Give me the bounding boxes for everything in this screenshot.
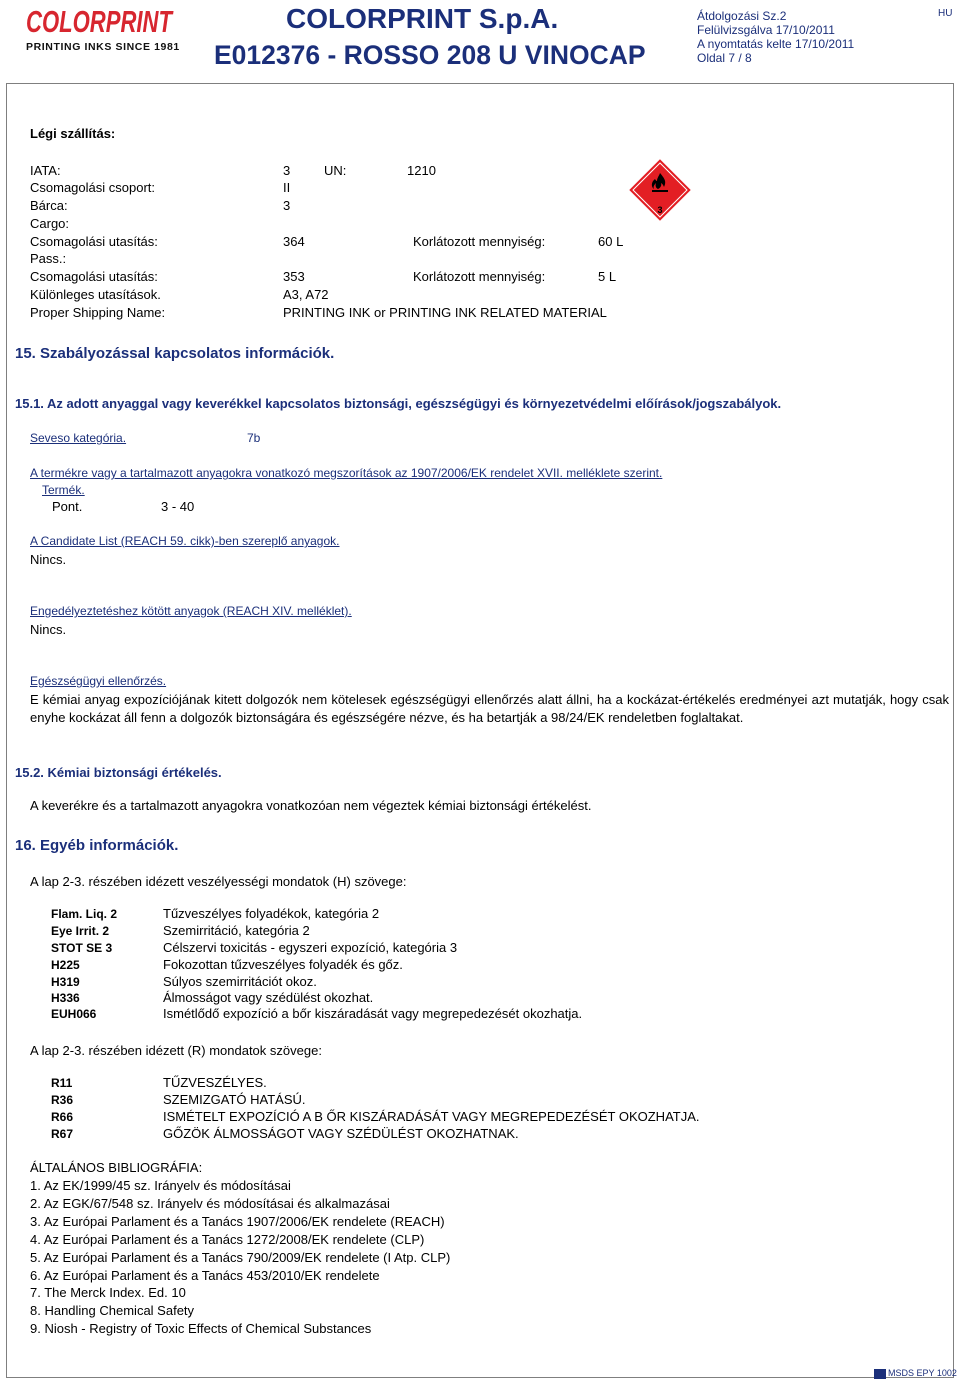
cargo-instruction-label: Csomagolási utasítás: — [30, 234, 158, 249]
packing-group-value: II — [283, 180, 291, 195]
seveso-label: Seveso kategória. — [30, 431, 127, 445]
colorprint-logo — [26, 4, 175, 39]
air-transport-title: Légi szállítás: — [30, 126, 116, 141]
proper-shipping-name-value: PRINTING INK or PRINTING INK RELATED MATERIAL — [283, 305, 607, 320]
section-16-title: 16. Egyéb információk. — [15, 837, 179, 854]
page-number: Oldal 7 / 8 — [697, 51, 752, 65]
authorisation-title: Engedélyeztetéshez kötött anyagok (REACH XIV. melléklet). — [30, 604, 352, 618]
revision-number: Átdolgozási Sz.2 — [697, 9, 787, 23]
hazard-class-digit: 3 — [657, 205, 663, 215]
special-instructions-label: Különleges utasítások. — [30, 287, 161, 302]
logo-tagline: PRINTING INKS SINCE 1981 — [26, 41, 180, 53]
proper-shipping-name-label: Proper Shipping Name: — [30, 305, 166, 320]
h-code: H319 — [51, 975, 80, 989]
r-code: R66 — [51, 1110, 74, 1124]
bibliography-item: 2. Az EGK/67/548 sz. Irányelv és módosításai és alkalmazásai — [30, 1196, 390, 1211]
un-value: 1210 — [407, 163, 436, 178]
section-15-2-text: A keverékre és a tartalmazott anyagokra vonatkozóan nem végeztek kémiai biztonsági értékelést. — [30, 798, 592, 813]
point-value: 3 - 40 — [161, 499, 195, 514]
h-statements-intro: A lap 2-3. részében idézett veszélyességi mondatok (H) szövege: — [30, 874, 407, 889]
r-code: R36 — [51, 1093, 74, 1107]
r-text: TŰZVESZÉLYES. — [163, 1075, 267, 1090]
svg-text:COLORPRINT: COLORPRINT — [26, 4, 175, 39]
h-text: Álmosságot vagy szédülést okozhat. — [163, 990, 374, 1005]
bibliography-item: 9. Niosh - Registry of Toxic Effects of Chemical Substances — [30, 1321, 372, 1336]
h-code: STOT SE 3 — [51, 941, 113, 955]
bibliography-item: 8. Handling Chemical Safety — [30, 1303, 195, 1318]
r-phrases-intro: A lap 2-3. részében idézett (R) mondatok szövege: — [30, 1043, 322, 1058]
special-instructions-value: A3, A72 — [283, 287, 329, 302]
section-15-1-title: 15.1. Az adott anyaggal vagy keverékkel kapcsolatos biztonsági, egészségügyi és környezetvédelmi előírások/jogszabályok. — [15, 396, 782, 411]
restrictions-title: A termékre vagy a tartalmazott anyagokra vonatkozó megszorítások az 1907/2006/EK rendelet XVII. melléklete szerint. — [30, 466, 663, 480]
iata-label: IATA: — [30, 163, 61, 178]
bibliography-item: 7. The Merck Index. Ed. 10 — [30, 1285, 186, 1300]
flammable-hazard-diamond-icon — [629, 159, 691, 221]
r-text: ISMÉTELT EXPOZÍCIÓ A B ŐR KISZÁRADÁSÁT VAGY MEGREPEDEZÉSÉT OKOZHATJA. — [163, 1109, 700, 1124]
review-date: Felülvizsgálva 17/10/2011 — [697, 23, 835, 37]
label-value: 3 — [283, 198, 291, 213]
h-code: H225 — [51, 958, 80, 972]
section-15-title: 15. Szabályozással kapcsolatos információk. — [15, 345, 335, 362]
bibliography-item: 4. Az Európai Parlament és a Tanács 1272/2008/EK rendelete (CLP) — [30, 1232, 425, 1247]
bibliography-item: 1. Az EK/1999/45 sz. Irányelv és módosításai — [30, 1178, 291, 1193]
footer-document-code: MSDS EPY 1002 — [888, 1368, 957, 1378]
bibliography-item: 5. Az Európai Parlament és a Tanács 790/2009/EK rendelete (I Atp. CLP) — [30, 1250, 451, 1265]
cargo-label: Cargo: — [30, 216, 70, 231]
cargo-limited-value: 60 L — [598, 234, 624, 249]
pass-limited-label: Korlátozott mennyiség: — [413, 269, 546, 284]
bibliography-item: 6. Az Európai Parlament és a Tanács 453/2010/EK rendelete — [30, 1268, 380, 1283]
iata-value: 3 — [283, 163, 291, 178]
pass-limited-value: 5 L — [598, 269, 617, 284]
h-code: Flam. Liq. 2 — [51, 907, 118, 921]
candidate-list-title: A Candidate List (REACH 59. cikk)-ben szereplő anyagok. — [30, 534, 340, 548]
h-text: Ismétlődő expozíció a bőr kiszáradását vagy megrepedezését okozhatja. — [163, 1006, 583, 1021]
r-code: R67 — [51, 1127, 74, 1141]
r-text: SZEMIZGATÓ HATÁSÚ. — [163, 1092, 306, 1107]
h-code: Eye Irrit. 2 — [51, 924, 110, 938]
language-code: HU — [938, 8, 953, 19]
company-name: COLORPRINT S.p.A. — [286, 3, 559, 34]
r-code: R11 — [51, 1076, 73, 1090]
pass-instruction-value: 353 — [283, 269, 305, 284]
r-text: GŐZÖK ÁLMOSSÁGOT VAGY SZÉDÜLÉST OKOZHATNAK. — [163, 1126, 519, 1141]
cargo-limited-label: Korlátozott mennyiség: — [413, 234, 546, 249]
pass-label: Pass.: — [30, 251, 67, 266]
section-15-2-title: 15.2. Kémiai biztonsági értékelés. — [15, 765, 222, 780]
print-date: A nyomtatás kelte 17/10/2011 — [697, 37, 855, 51]
un-label: UN: — [324, 163, 347, 178]
point-label: Pont. — [52, 499, 83, 514]
health-surveillance-title: Egészségügyi ellenőrzés. — [30, 674, 167, 688]
product-label: Termék. — [42, 483, 85, 497]
bibliography-title: ÁLTALÁNOS BIBLIOGRÁFIA: — [30, 1160, 203, 1175]
h-text: Célszervi toxicitás - egyszeri expozíció, kategória 3 — [163, 940, 458, 955]
candidate-list-value: Nincs. — [30, 552, 67, 567]
h-code: H336 — [51, 991, 80, 1005]
pass-instruction-label: Csomagolási utasítás: — [30, 269, 158, 284]
h-text: Tűzveszélyes folyadékok, kategória 2 — [163, 906, 380, 921]
seveso-value: 7b — [247, 431, 261, 445]
label-label: Bárca: — [30, 198, 68, 213]
authorisation-value: Nincs. — [30, 622, 67, 637]
h-text: Fokozottan tűzveszélyes folyadék és gőz. — [163, 957, 403, 972]
product-name: E012376 - ROSSO 208 U VINOCAP — [214, 40, 646, 70]
packing-group-label: Csomagolási csoport: — [30, 180, 155, 195]
msds-logo-icon — [874, 1369, 886, 1379]
health-surveillance-text: E kémiai anyag expozíciójának kitett dolgozók nem kötelesek egészségügyi ellenőrzés alatt állni, ha a kockázat-értékelés eredményei azt mutatják, hogy csak enyhe kockázat áll fenn a dolgozók biztonságára és egészségére nézve, és ha betartják a 98/24/EK rendeletben foglaltakat. — [30, 692, 949, 725]
bibliography-item: 3. Az Európai Parlament és a Tanács 1907/2006/EK rendelete (REACH) — [30, 1214, 445, 1229]
h-text: Szemirritáció, kategória 2 — [163, 923, 310, 938]
h-code: EUH066 — [51, 1007, 97, 1021]
cargo-instruction-value: 364 — [283, 234, 305, 249]
h-text: Súlyos szemirritációt okoz. — [163, 974, 317, 989]
